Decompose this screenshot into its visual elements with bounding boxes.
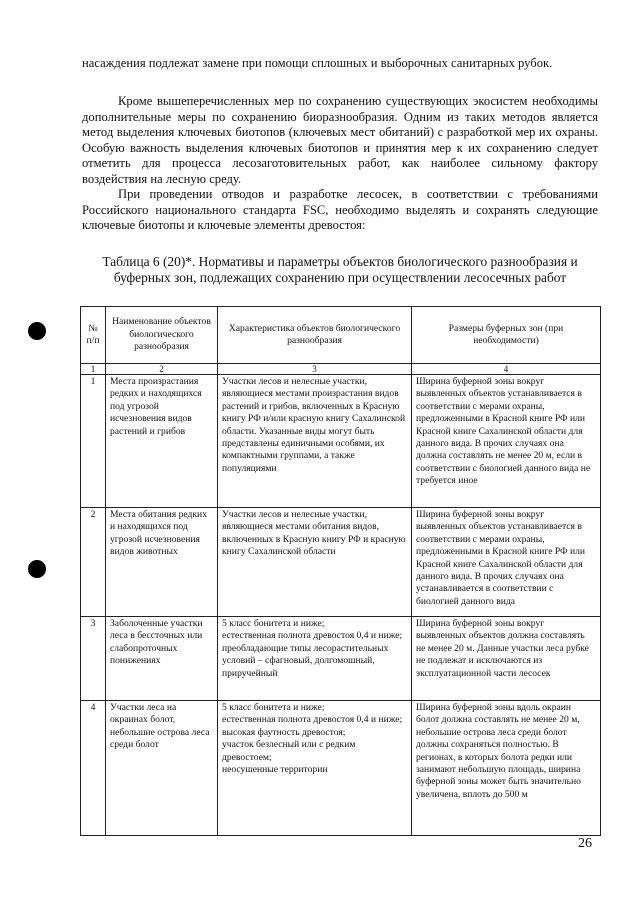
characteristic-line: естественная полнота древостоя 0,4 и ниже; <box>222 714 403 726</box>
row-number: 4 <box>81 701 106 836</box>
header-object-name: Наименование объектов биологического разнообразия <box>106 307 218 364</box>
row-number: 1 <box>81 375 106 508</box>
paragraph-text: Кроме вышеперечисленных мер по сохранению существующих экосистем необходимы дополнительные меры по сохранению биоразнообразия. Одним из таких методов является метод выделения ключевых биотопов (ключевых мест обитаний) с разработкой мер их охраны. Особую важность выделения ключевых биотопов и принятия мер к их сохранению следует отметить для процесса лесозаготовительных работ, как наиболее сильному фактору воздействия на лесную среду. <box>82 94 598 186</box>
table-header-row <box>81 307 601 364</box>
binder-hole <box>28 322 46 340</box>
header-number: № п/п <box>81 307 106 364</box>
table-row <box>81 375 601 508</box>
column-number: 3 <box>218 364 412 375</box>
characteristic-line: преобладающие типы лесорастительных условий – сфагновый, долгомошный, приручейный <box>222 642 389 679</box>
buffer-zone-cell: Ширина буферной зоны вдоль окраин болот должна составлять не менее 20 м, небольшие острова леса среди болот должны сохраняться полностью. В регионах, в которых болота редки или занимают небольшую площадь, ширина буферной зоны может быть значительно увеличена, вплоть до 500 м <box>412 701 601 836</box>
binder-hole <box>28 560 46 578</box>
row-number: 2 <box>81 508 106 617</box>
biodiversity-table <box>80 306 601 836</box>
characteristic-cell <box>218 617 412 701</box>
table-row <box>81 508 601 617</box>
buffer-zone-cell: Ширина буферной зоны вокруг выявленных объектов должна составлять не менее 20 м. Данные участки леса рубке не подлежат и исключаются из эксплуатационной части лесосек <box>412 617 601 701</box>
paragraph-text: насаждения подлежат замене при помощи сплошных и выборочных санитарных рубок. <box>82 56 553 70</box>
table-row <box>81 617 601 701</box>
buffer-zone-cell: Ширина буферной зоны вокруг выявленных объектов устанавливается в соответствии с мерами охраны, предложенными в Красной книге РФ или Красной книге Сахалинской области для данного вида. В прочих случаях она устанавливается в соответствии с биологией данного вида <box>412 508 601 617</box>
object-name-cell: Заболоченные участки леса в бессточных или слабопроточных понижениях <box>106 617 218 701</box>
characteristic-cell <box>218 701 412 836</box>
object-name-cell: Места обитания редких и находящихся под угрозой исчезновения видов животных <box>106 508 218 617</box>
column-number-row <box>81 364 601 375</box>
characteristic-line: естественная полнота древостоя 0,4 и ниже; <box>222 630 403 642</box>
paragraph-continuation <box>82 56 598 72</box>
row-number: 3 <box>81 617 106 701</box>
column-number: 2 <box>106 364 218 375</box>
characteristic-line: высокая фаутность древостоя; <box>222 726 346 738</box>
header-characteristic: Характеристика объектов биологического разнообразия <box>218 307 412 364</box>
paragraph-biotopes-intro <box>82 94 598 188</box>
column-number: 1 <box>81 364 106 375</box>
characteristic-line: 5 класс бонитета и ниже; <box>222 702 325 713</box>
buffer-zone-cell: Ширина буферной зоны вокруг выявленных объектов устанавливается в соответствии с мерами охраны, предложенными в Красной книге РФ или Красной книге Сахалинской области для данного вида. В прочих случаях она должна составлять не менее 20 м, если в соответствии с биологией данного вида не требуется иное <box>412 375 601 508</box>
header-buffer-size: Размеры буферных зон (при необходимости) <box>412 307 601 364</box>
table-row <box>81 701 601 836</box>
page-number: 26 <box>578 836 592 851</box>
table-caption: Таблица 6 (20)*. Нормативы и параметры объектов биологического разнообразия и буферных зон, подлежащих сохранению при осуществлении лесосечных работ <box>102 254 578 285</box>
column-number: 4 <box>412 364 601 375</box>
paragraph-text: При проведении отводов и разработке лесосек, в соответствии с требованиями Российского национального стандарта FSC, необходимо выделять и сохранять следующие ключевые биотопы и ключевые элементы древостоя: <box>82 187 598 233</box>
characteristic-cell: Участки лесов и нелесные участки, являющиеся местами обитания видов, включенных в Красную книгу РФ и красную книгу Сахалинской области <box>218 508 412 617</box>
object-name-cell: Участки леса на окраинах болот, небольшие острова леса среди болот <box>106 701 218 836</box>
characteristic-cell: Участки лесов и нелесные участки, являющиеся местами произрастания видов растений и грибов, включенных в Красную книгу РФ и/или красную книгу Сахалинской области. Указанные виды могут быть представлены единичными особями, их компактными группами, а также популяциями <box>218 375 412 508</box>
object-name-cell: Места произрастания редких и находящихся под угрозой исчезновения видов растений и грибов <box>106 375 218 508</box>
characteristic-line: 5 класс бонитета и ниже; <box>222 618 325 629</box>
characteristic-line: неосушенные территории <box>222 764 328 776</box>
characteristic-line: участок безлесный или с редким древостоем; <box>222 739 356 763</box>
paragraph-fsc-requirements <box>82 187 598 234</box>
